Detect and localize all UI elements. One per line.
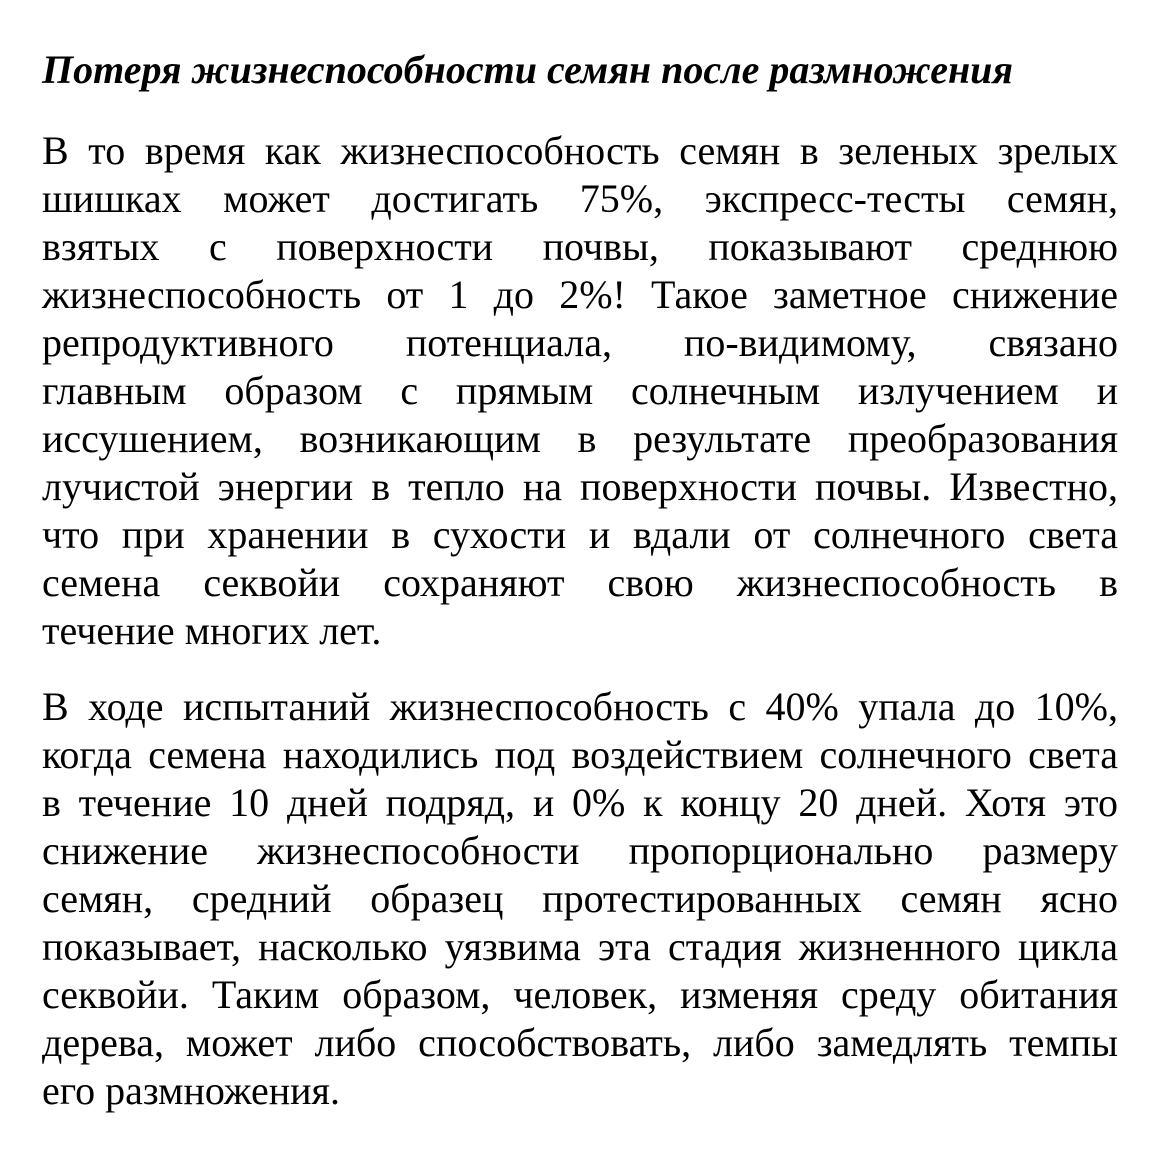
text-line: взятых с поверхности почвы, показывают среднюю	[42, 224, 1118, 269]
text-line: его размножения.	[42, 1068, 340, 1113]
text-line: лучистой энергии в тепло на поверхности почвы. Известно,	[42, 464, 1118, 509]
text-line: главным образом с прямым солнечным излучением и	[42, 368, 1118, 413]
text-line: В ходе испытаний жизнеспособность с 40% упала до 10%,	[42, 684, 1118, 729]
text-line: репродуктивного потенциала, по-видимому, связано	[42, 320, 1118, 365]
text-line: течение многих лет.	[42, 608, 382, 653]
text-line: что при хранении в сухости и вдали от солнечного света	[42, 512, 1118, 557]
text-line: в течение 10 дней подряд, и 0% к концу 20 дней. Хотя это	[42, 780, 1118, 825]
text-line: снижение жизнеспособности пропорционально размеру	[42, 828, 1118, 873]
text-line: показывает, насколько уязвима эта стадия жизненного цикла	[42, 924, 1118, 969]
text-line: когда семена находились под воздействием солнечного света	[42, 732, 1118, 777]
text-line: жизнеспособность от 1 до 2%! Такое заметное снижение	[42, 272, 1118, 317]
text-line: секвойи. Таким образом, человек, изменяя среду обитания	[42, 972, 1118, 1017]
text-line: семена секвойи сохраняют свою жизнеспособность в	[42, 560, 1118, 605]
text-line: В то время как жизнеспособность семян в зеленых зрелых	[42, 128, 1118, 173]
text-line: дерева, может либо способствовать, либо замедлять темпы	[42, 1020, 1118, 1065]
text-line: иссушением, возникающим в результате преобразования	[42, 416, 1118, 461]
text-line: семян, средний образец протестированных семян ясно	[42, 876, 1118, 921]
paragraph-viability-tests	[42, 683, 1118, 1115]
paragraph-seed-viability	[42, 127, 1118, 655]
text-line: шишках может достигать 75%, экспресс-тесты семян,	[42, 176, 1118, 221]
document-heading: Потеря жизнеспособности семян после размножения	[42, 47, 1014, 92]
